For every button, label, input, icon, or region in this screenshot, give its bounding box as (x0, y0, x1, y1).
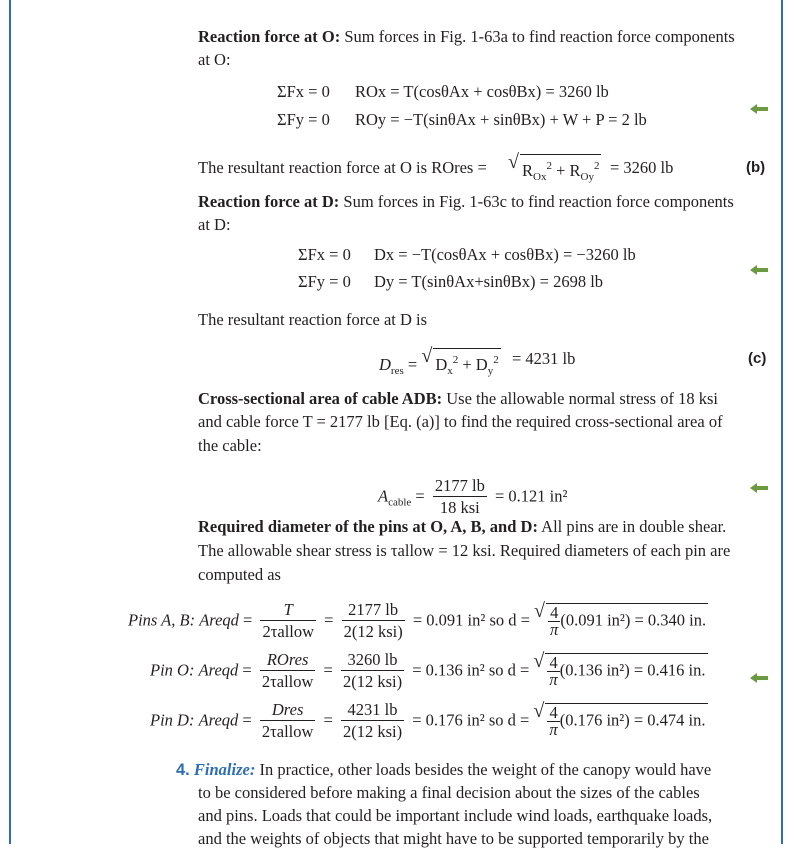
pin-area-value: = 0.091 in² (412, 610, 486, 630)
pin-denominator-symbol: 2τallow (261, 672, 314, 691)
eq-d-fy-rhs: Dy = T(sinθAx+sinθBx) = 2698 lb (374, 272, 604, 291)
area-numerator: 2177 lb (434, 476, 485, 495)
eq-o-fx-rhs: ROx = T(cosθAx + cosθBx) = 3260 lb (355, 82, 609, 101)
pin-label: Pin D: (150, 710, 195, 730)
area-line1 (198, 389, 718, 409)
section-o-text: Sum forces in Fig. 1-63a to find reaction force components (344, 27, 735, 46)
resultant-d-intro: The resultant reaction force at D is (198, 310, 428, 329)
pin-pi: π (549, 670, 558, 689)
area-line2: and cable force T = 2177 lb [Eq. (a)] to find the required cross-sectional area of (198, 412, 723, 431)
pin-denominator-symbol: 2τallow (262, 622, 315, 641)
resultant-d-value: = 4231 lb (512, 349, 576, 368)
area-line3: the cable: (198, 436, 262, 455)
pin-numerator-value: 4231 lb (341, 700, 404, 721)
pins-line1 (198, 517, 726, 537)
return-arrow-icon (748, 264, 770, 276)
section-o-line2: at O: (198, 50, 231, 69)
pin-numerator-value: 3260 lb (341, 650, 404, 671)
pin-so-d: so d = (488, 660, 530, 680)
pin-numerator-symbol: T (260, 600, 316, 621)
pin-pi: π (550, 620, 559, 639)
eq-d-fy-lhs: ΣFy = 0 (298, 272, 351, 291)
pin-area-value: = 0.136 in² (412, 660, 485, 680)
pin-so-d: so d = (488, 710, 530, 730)
pins-text: All pins are in double shear. (541, 517, 727, 536)
finalize-word: Finalize: (193, 760, 256, 779)
eq-o-fy-rhs: ROy = −T(sinθAx + sinθBx) + W + P = 2 lb (355, 110, 647, 129)
pin-pi: π (549, 720, 558, 739)
pin-row-o: Pin O: Areqd = $\frac{\text{ROres}}{\text{2τallow}}$ = $\frac{3260 lb}{\text{2(12 ksi)}}$ = 0.136 in² so d = √ $\frac{4}{\pi}$ (0.136 in²) = 0.416 in. (150, 650, 706, 691)
area-required-label: Areqd (199, 610, 239, 630)
pin-diameter-inner: (0.091 in²) = 0.340 in. (560, 610, 707, 630)
eq-o-fx-lhs: ΣFx = 0 (277, 82, 330, 101)
equation-tag-b: (b) (746, 159, 766, 176)
section-d-line1 (198, 192, 734, 212)
pins-line3: computed as (198, 565, 281, 584)
return-arrow-icon (748, 672, 770, 684)
pin-row-d: Pin D: Areqd = $\frac{\text{Dres}}{\text{2τallow}}$ = $\frac{4231 lb}{\text{2(12 ksi)}}$ = 0.176 in² so d = √ $\frac{4}{\pi}$ (0.176 in²) = 0.474 in. (150, 700, 706, 741)
pin-so-d: so d = (489, 610, 530, 630)
left-margin-rule (9, 0, 11, 844)
pins-text-2b: = 12 ksi. Required diameters of each pin are (438, 541, 731, 560)
pins-text-2a: The allowable shear stress is τallow (198, 541, 435, 560)
eq-d-fx-rhs: Dx = −T(cosθAx + cosθBx) = −3260 lb (374, 245, 636, 264)
equation-tag-c: (c) (748, 350, 767, 367)
finalize-number: 4. (176, 761, 190, 779)
return-arrow-icon (748, 103, 770, 115)
pin-numerator-value: 2177 lb (342, 600, 405, 621)
eq-o-fy-lhs: ΣFy = 0 (277, 110, 330, 129)
area-required-label: Areqd (198, 660, 239, 680)
pin-area-value: = 0.176 in² (412, 710, 485, 730)
section-d-line2: at D: (198, 215, 231, 234)
pins-line2 (198, 541, 730, 561)
area-result: = 0.121 in² (494, 486, 568, 506)
area-text: Use the allowable normal stress of 18 ksi (446, 389, 718, 408)
section-o-heading: Reaction force at O: (198, 27, 341, 46)
pin-four: 4 (547, 655, 559, 672)
pin-label: Pins A, B: (128, 610, 196, 630)
pin-numerator-symbol: ROres (260, 650, 316, 671)
finalize-line3: and pins. Loads that could be important include wind loads, earthquake loads, (198, 806, 713, 825)
resultant-d-sqrt: $D_{res}$ = √ $D_x^2 + D_y^2$ (379, 348, 501, 381)
area-heading: Cross-sectional area of cable ADB: (198, 389, 443, 408)
pin-four: 4 (548, 605, 560, 622)
pins-heading: Required diameter of the pins at O, A, B, and D: (198, 517, 538, 536)
pin-denominator-value: 2(12 ksi) (343, 622, 403, 641)
resultant-o-value: = 3260 lb (610, 158, 674, 177)
pin-row-ab: Pins A, B: Areqd = $\frac{T}{\text{2τallow}}$ = $\frac{2177 lb}{\text{2(12 ksi)}}$ = 0.091 in² so d = √ $\frac{4}{\pi}$ (0.091 in²) = 0.340 in. (128, 600, 707, 641)
section-d-heading: Reaction force at D: (198, 192, 340, 211)
pin-diameter-inner: (0.136 in²) = 0.416 in. (559, 660, 706, 680)
pin-denominator-symbol: 2τallow (261, 722, 314, 741)
section-d-text: Sum forces in Fig. 1-63c to find reaction force components (343, 192, 734, 211)
return-arrow-icon (748, 482, 770, 494)
pin-four: 4 (547, 705, 559, 722)
pin-label: Pin O: (150, 660, 195, 680)
finalize-text-1: In practice, other loads besides the weight of the canopy would have (259, 760, 712, 779)
section-o-line1 (198, 27, 735, 47)
area-required-label: Areqd (198, 710, 239, 730)
area-denominator: 18 ksi (439, 498, 480, 517)
area-equation: $A_{cable}$ = $\frac{2177 lb}{\text{18 ksi}}$ = 0.121 in² (378, 476, 568, 517)
pin-denominator-value: 2(12 ksi) (342, 672, 403, 691)
finalize-line2: to be considered before making a final decision about the sizes of the cables (198, 783, 700, 802)
finalize-line1 (176, 760, 711, 780)
finalize-line4: and the weights of objects that might have to be supported temporarily by the (198, 829, 709, 848)
eq-d-fx-lhs: ΣFx = 0 (298, 245, 351, 264)
pin-numerator-symbol: Dres (260, 700, 316, 721)
resultant-o-sqrt: √ $R_{Ox}^2 + R_{Oy}^2$ (508, 154, 601, 187)
right-margin-rule (781, 0, 783, 844)
resultant-o-text: The resultant reaction force at O is ROres = (198, 158, 487, 177)
pin-diameter-inner: (0.176 in²) = 0.474 in. (559, 710, 706, 730)
pin-denominator-value: 2(12 ksi) (342, 722, 403, 741)
